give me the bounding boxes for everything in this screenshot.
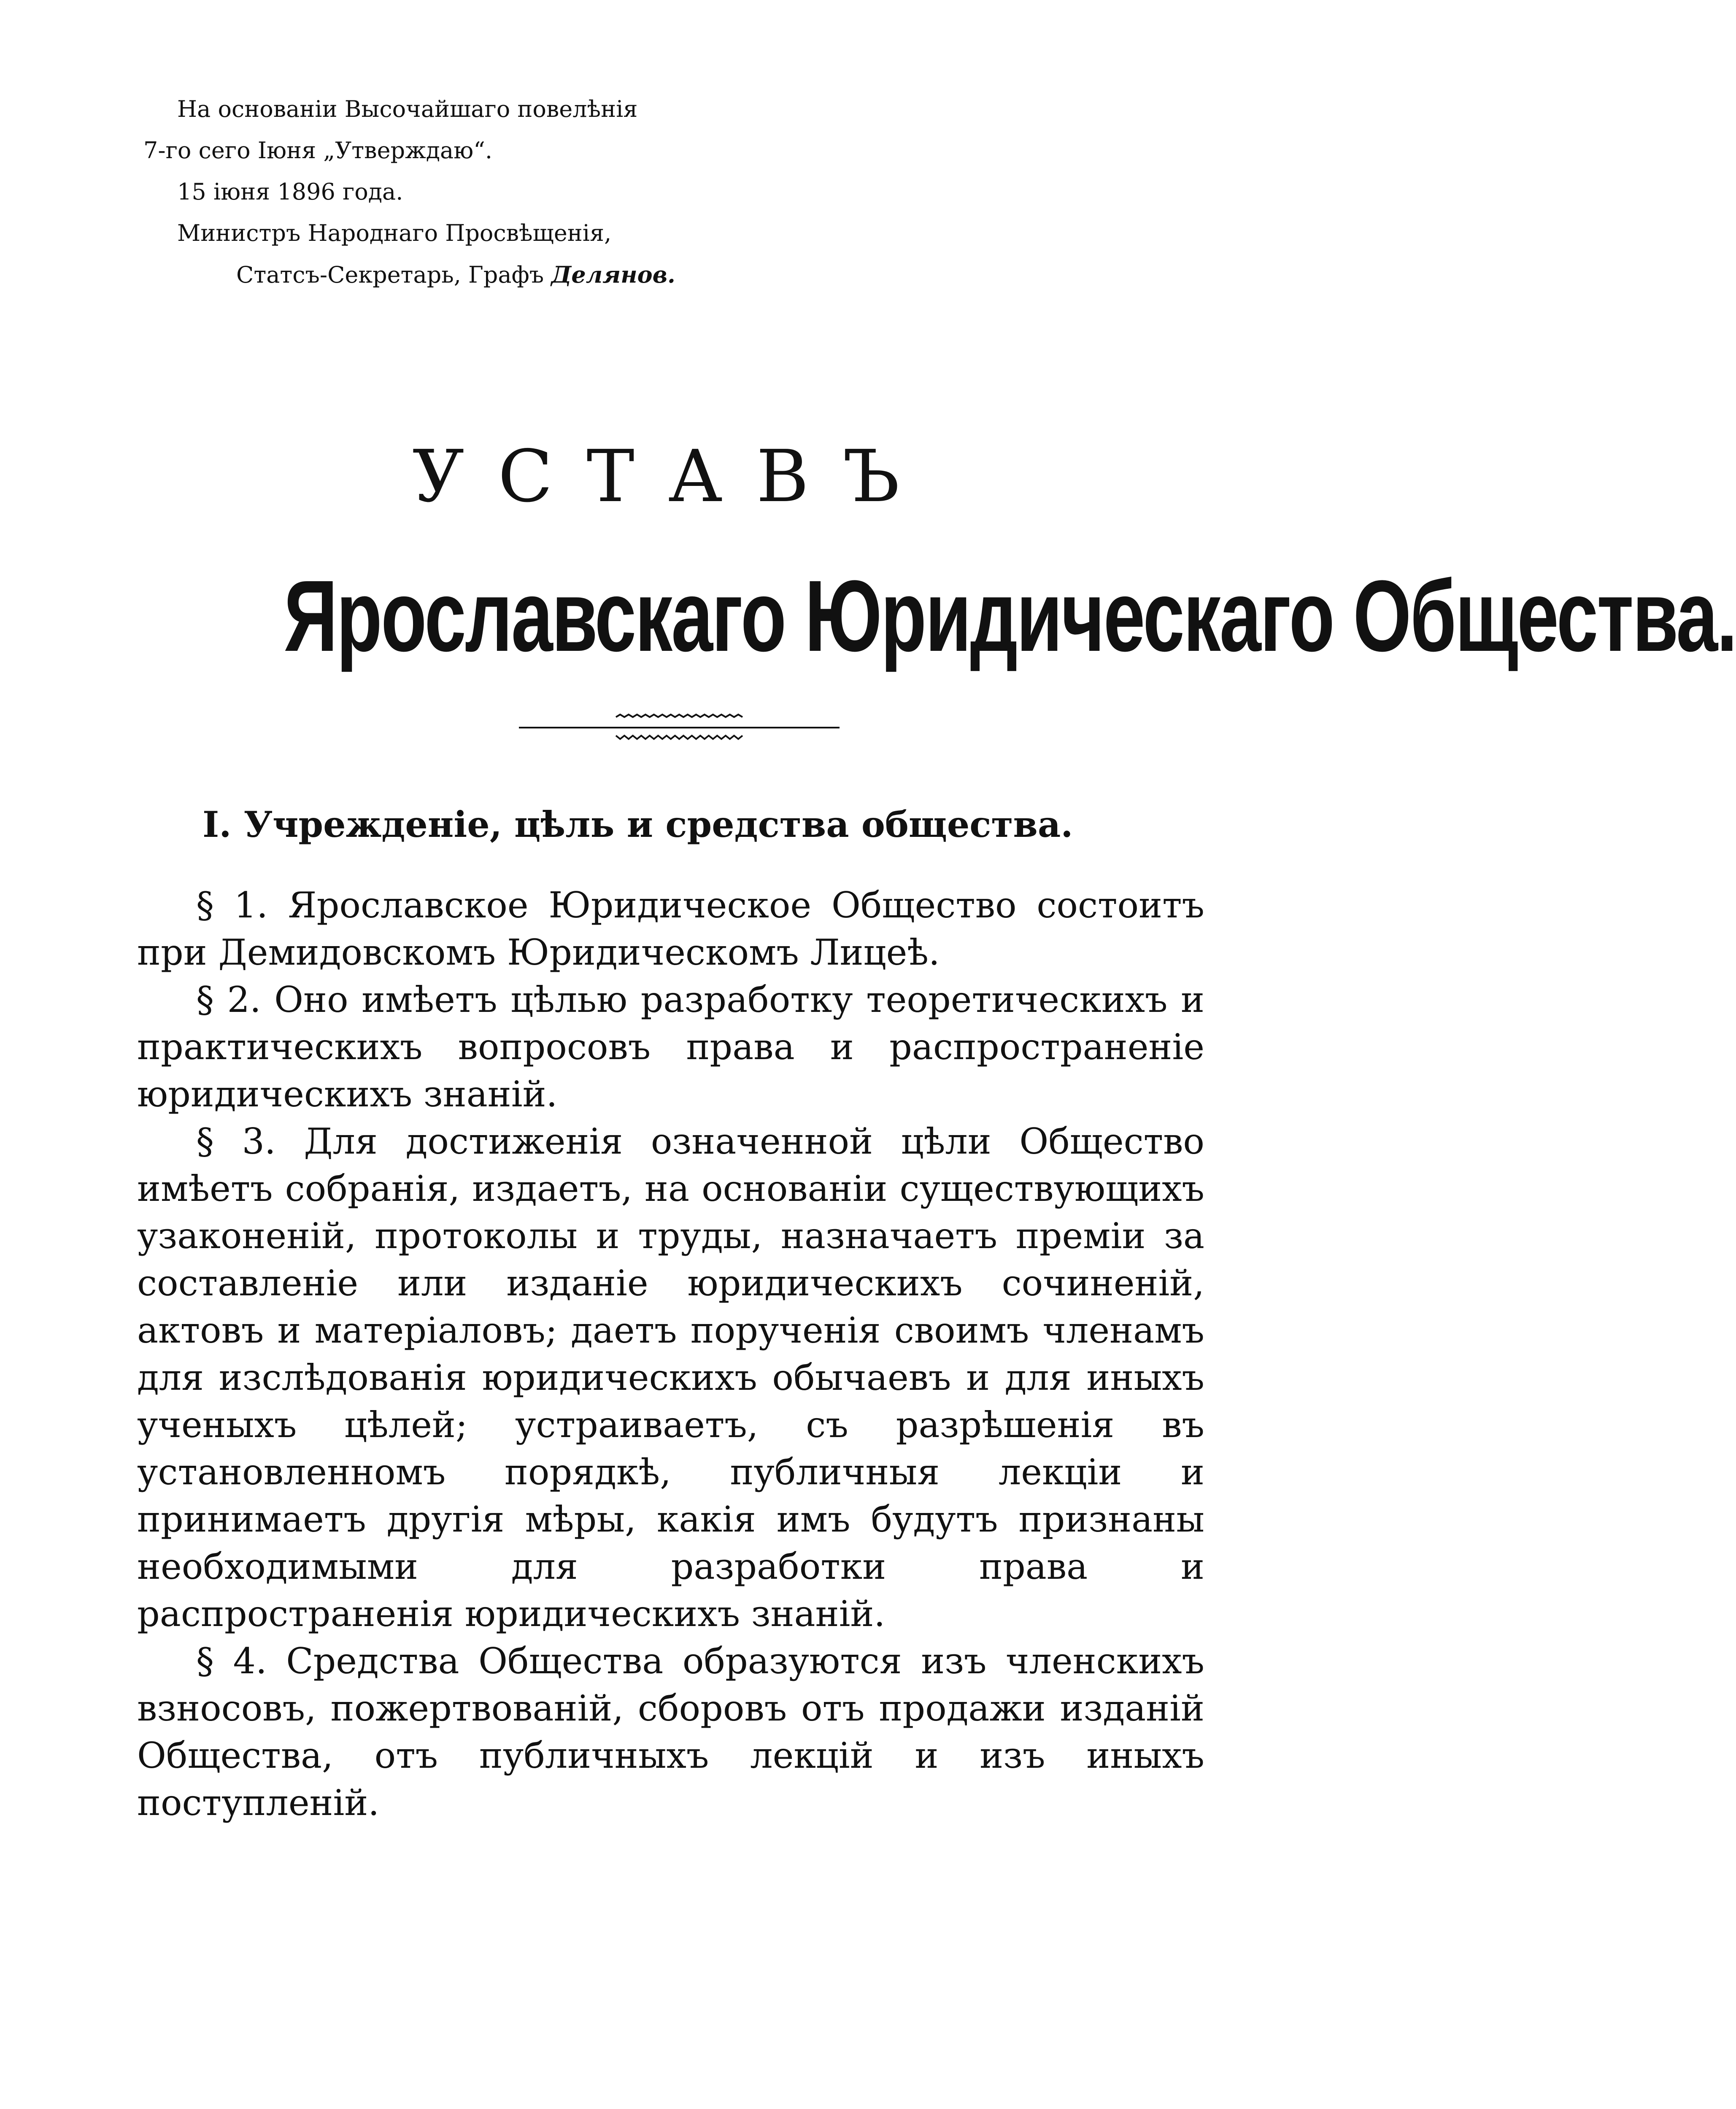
approval-line-2: 7-го сего Іюня „Утверждаю“. [143,137,493,164]
signature: Делянов. [551,261,675,288]
paragraph-4: § 4. Средства Общества образуются изъ членскихъ взносовъ, пожертвованій, сборовъ отъ продажи изданій Общества, отъ публичныхъ лекцій и изъ иныхъ поступленій. [137,1640,1204,1823]
approval-signatory-title: Статсъ-Секретарь, Графъ [236,262,551,288]
document-body [137,882,1204,1826]
paragraph-3: § 3. Для достиженія означенной цѣли Общество имѣетъ собранія, издаетъ, на основаніи существующихъ узаконеній, протоколы и труды, назначаетъ преміи за составленіе или изданіе юридическихъ сочиненій, актовъ и матеріаловъ; даетъ порученія своимъ членамъ для изслѣдованія юридическихъ обычаевъ и для иныхъ ученыхъ цѣлей; устраиваетъ, съ разрѣшенія въ установленномъ порядкѣ, публичныя лекціи и принимаетъ другія мѣры, какія имъ будутъ признаны необходимыми для разработки права и распространенія юридическихъ знаній. [137,1121,1204,1634]
decorative-divider [519,709,840,747]
paragraph-1: § 1. Ярославское Юридическое Общество состоитъ при Демидовскомъ Юридическомъ Лицеѣ. [137,885,1204,973]
approval-minister: Министръ Народнаго Просвѣщенія, [177,220,612,246]
approval-signatory [139,254,856,296]
approval-block [139,89,856,296]
document-subtitle: Ярославскаго Юридическаго Общества. [283,559,1736,672]
document-title: УСТАВЪ [412,435,934,518]
paragraph-2: § 2. Оно имѣетъ цѣлью разработку теоретическихъ и практическихъ вопросовъ права и распространеніе юридическихъ знаній. [137,979,1204,1115]
approval-line-1: На основаніи Высочайшаго повелѣнія [177,96,638,122]
approval-date: 15 іюня 1896 года. [177,178,403,205]
section-heading: I. Учрежденіе, цѣль и средства общества. [202,804,1073,845]
